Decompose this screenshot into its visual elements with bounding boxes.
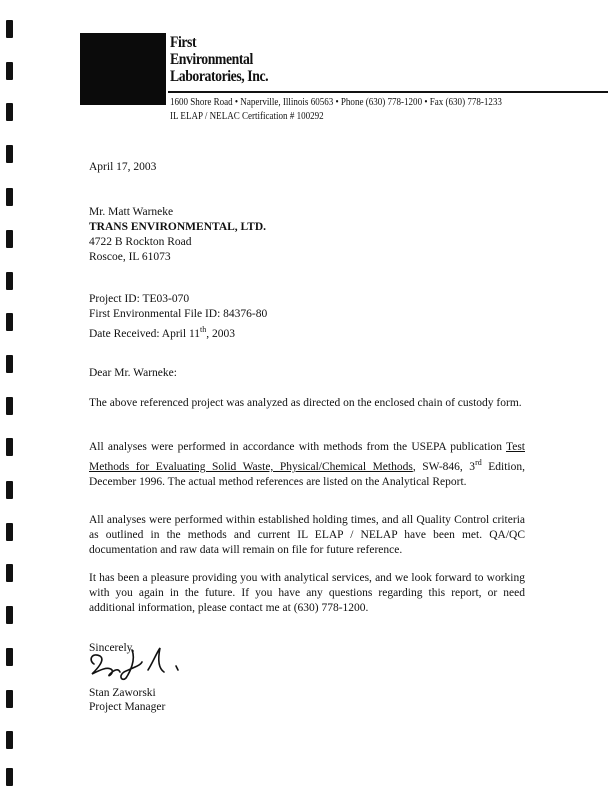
signer-name: Stan Zaworski [89, 687, 156, 699]
company-address: 1600 Shore Road • Naperville, Illinois 60563 • Phone (630) 778-1200 • Fax (630) 778-1233 [170, 96, 502, 108]
punch-mark [6, 564, 13, 582]
paragraph-2 [89, 440, 525, 490]
letterhead-rule [168, 91, 608, 93]
publication-title: Test Methods for Evaluating Solid Waste, Physical/Chemical Methods [89, 441, 525, 473]
recipient-name: Mr. Matt Warneke [89, 206, 174, 218]
punch-mark [6, 523, 13, 541]
punch-mark [6, 438, 13, 456]
punch-mark [6, 768, 13, 786]
handwritten-signature [86, 640, 196, 686]
punch-mark [6, 648, 13, 666]
recipient-company: TRANS ENVIRONMENTAL, LTD. [89, 221, 267, 233]
company-name-line2: Environmental [170, 51, 253, 68]
paragraph-3: All analyses were performed within established holding times, and all Quality Control criteria as outlined in the methods and current IL ELAP / NELAP have been met. QA/QC documentation and raw data will remain on file for future reference. [89, 514, 525, 556]
punch-mark [6, 481, 13, 499]
date-received [89, 322, 235, 342]
file-id: First Environmental File ID: 84376-80 [89, 308, 268, 320]
date-received-ordinal: th [200, 325, 207, 334]
punch-mark [6, 103, 13, 121]
recipient-street: 4722 B Rockton Road [89, 236, 192, 248]
punch-mark [6, 145, 13, 163]
punch-mark [6, 272, 13, 290]
date-received-year: , 2003 [206, 327, 236, 340]
company-name-line3: Laboratories, Inc. [170, 68, 269, 85]
letter-date: April 17, 2003 [89, 161, 157, 173]
closing-sincerely: Sincerely, [89, 642, 135, 654]
edition-ordinal: rd [475, 458, 482, 467]
company-name-line1: First [170, 34, 197, 51]
punch-mark [6, 690, 13, 708]
company-logo [80, 33, 166, 105]
paragraph-1: The above referenced project was analyzed as directed on the enclosed chain of custody form. [89, 397, 522, 409]
paragraph-2-rest: Edition, December 1996. The actual method references are listed on the Analytical Report. [89, 460, 525, 488]
certification-line: IL ELAP / NELAC Certification # 100292 [170, 110, 324, 122]
signer-title: Project Manager [89, 701, 166, 713]
recipient-city: Roscoe, IL 61073 [89, 251, 171, 263]
salutation: Dear Mr. Warneke: [89, 367, 177, 379]
punch-mark [6, 20, 13, 38]
company-name [170, 34, 268, 85]
paragraph-4: It has been a pleasure providing you with analytical services, and we look forward to working with you again in the future. If you have any questions regarding this report, or need additional information, please contact me at (630) 778-1200. [89, 572, 525, 614]
punch-mark [6, 355, 13, 373]
punch-mark [6, 188, 13, 206]
punch-mark [6, 397, 13, 415]
project-id: Project ID: TE03-070 [89, 293, 190, 305]
punch-mark [6, 230, 13, 248]
paragraph-2-method: , SW-846, 3 [412, 460, 476, 473]
punch-mark [6, 606, 13, 624]
punch-mark [6, 731, 13, 749]
punch-mark [6, 313, 13, 331]
paragraph-2-intro: All analyses were performed in accordance with methods from the USEPA publication [89, 441, 506, 453]
punch-mark [6, 62, 13, 80]
date-received-main: Date Received: April 11 [89, 327, 201, 340]
